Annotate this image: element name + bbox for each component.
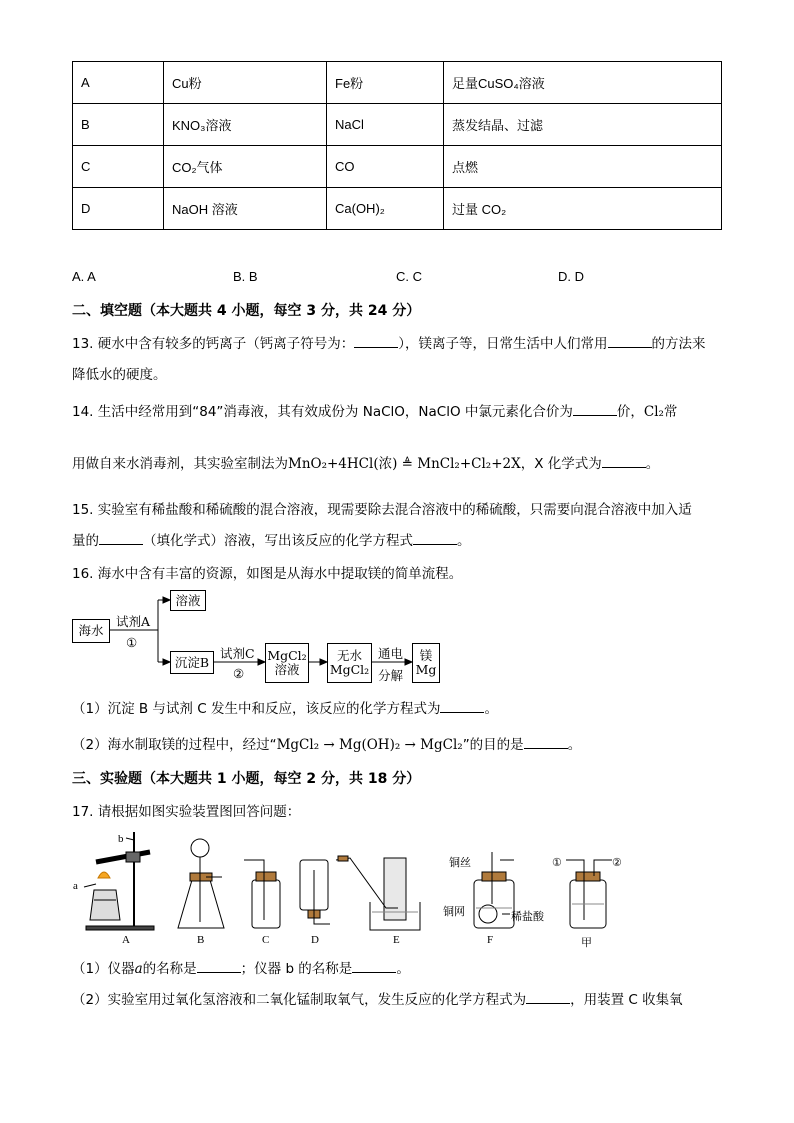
mgcl2-label: MgCl₂ (329, 662, 370, 677)
apparatus-label-d: D (311, 934, 319, 946)
question-17: 17. 请根据如图实验装置图回答问题： (72, 804, 301, 820)
answer-blank[interactable] (526, 991, 570, 1004)
table-cell: KNO₃溶液 (164, 104, 327, 146)
gas-bottle (252, 880, 280, 928)
glass-tube (244, 860, 264, 920)
question-13-line2: 降低水的硬度。 (72, 367, 167, 383)
anhydrous-label: 无水 (336, 648, 362, 663)
apparatus-a (84, 832, 154, 930)
inlet-tube (566, 860, 584, 920)
stopper (482, 872, 506, 881)
pointer-a (84, 884, 96, 887)
q17-sub1-text-3: ；仪器 b 的名称是 (240, 961, 353, 977)
q14-text-4: 用做自来水消毒剂，其实验室制法为 (72, 456, 288, 472)
collecting-bottle (384, 858, 406, 920)
chlorine-equation: MnO₂+4HCl(浓) ≜ MnCl₂+Cl₂+2X (288, 456, 521, 472)
question-15: 15. 实验室有稀盐酸和稀硫酸的混合溶液，现需要除去混合溶液中的稀硫酸，只需要向混合溶液中加入适 (72, 502, 692, 518)
apparatus-label-e: E (393, 934, 400, 946)
q14-text-2: 价， (616, 404, 644, 420)
q16-sub2-end: 。 (567, 737, 582, 753)
table-cell: Ca(OH)₂ (327, 188, 444, 230)
q17-sub2-text: （2）实验室用过氧化氢溶液和二氧化锰制取氧气，发生反应的化学方程式为 (72, 992, 527, 1008)
apparatus-e (336, 856, 420, 930)
instrument-a-symbol: a (134, 961, 143, 977)
table-cell: 点燃 (444, 146, 722, 188)
dilute-hcl-label: 稀盐酸 (511, 911, 544, 923)
precipitate-b-box: 沉淀B (170, 651, 214, 674)
choice-a: A. A (72, 269, 96, 284)
apparatus-label-jia: 甲 (581, 937, 592, 949)
q13-text-2: ），镁离子等，日常生活中人们常用 (398, 336, 608, 352)
magnesium-conversion-equation: MgCl₂ → Mg(OH)₂ → MgCl₂ (276, 737, 463, 753)
solution-box: 溶液 (170, 590, 206, 611)
apparatus-jia (566, 860, 612, 928)
choice-b: B. B (233, 269, 258, 284)
mg-chinese-label: 镁 (419, 648, 433, 663)
question-17-sub2 (72, 988, 683, 1008)
table-cell: A (73, 62, 164, 104)
label-b: b (118, 833, 124, 845)
q14-text-6: 。 (645, 456, 660, 472)
q16-sub2-text-2: ”的目的是 (462, 737, 524, 753)
table-cell: NaCl (327, 104, 444, 146)
q14-text-1: 14. 生活中经常用到“84”消毒液，其有效成份为 NaClO，NaClO 中氯元素化合价为 (72, 404, 573, 420)
alcohol-lamp (90, 890, 120, 920)
q16-sub1-text: （1）沉淀 B 与试剂 C 发生中和反应，该反应的化学方程式为 (72, 701, 441, 717)
apparatus-c (244, 860, 280, 928)
apparatus-d (300, 860, 330, 924)
tube-end (338, 856, 348, 861)
electrify-label: 通电 (378, 646, 404, 661)
table-cell: D (73, 188, 164, 230)
solution-label: 溶液 (274, 662, 300, 677)
apparatus-label-c: C (262, 934, 270, 946)
table-cell: Fe粉 (327, 62, 444, 104)
reagent-c-label: 试剂C (220, 646, 255, 661)
table-cell: 蒸发结晶、过滤 (444, 104, 722, 146)
stopper (576, 872, 600, 881)
apparatus-label-f: F (487, 934, 494, 946)
answer-blank[interactable] (197, 960, 241, 973)
copper-mesh-label: 铜网 (443, 906, 465, 918)
table-cell: CO₂气体 (164, 146, 327, 188)
decompose-label: 分解 (378, 668, 404, 683)
table-cell: 过量 CO₂ (444, 188, 722, 230)
q17-sub2-text-2: ，用装置 C 收集氧 (570, 992, 683, 1008)
seawater-box: 海水 (72, 619, 110, 643)
test-tube (96, 852, 150, 862)
q13-text-3: 的方法来 (651, 336, 706, 352)
table-cell: CO (327, 146, 444, 188)
section-3-title: 三、实验题（本大题共 1 小题，每空 2 分，共 18 分） (72, 771, 421, 787)
pointer-b (126, 838, 134, 840)
q14-text-5: ，X 化学式为 (520, 456, 602, 472)
port-1-label: ① (552, 857, 562, 869)
table-cell: 足量CuSO₄溶液 (444, 62, 722, 104)
apparatus-label-a: A (122, 934, 130, 946)
label-a: a (73, 880, 78, 892)
cl2-formula: Cl₂ (643, 404, 664, 420)
q15-text-3: 。 (457, 533, 471, 549)
q17-sub1-text-2: 的名称是 (142, 961, 197, 977)
choice-d: D. D (558, 269, 584, 284)
table-cell: NaOH 溶液 (164, 188, 327, 230)
funnel-bulb (191, 839, 209, 857)
question-17-sub1 (72, 957, 410, 977)
port-2-label: ② (612, 857, 622, 869)
question-16: 16. 海水中含有丰富的资源，如图是从海水中提取镁的简单流程。 (72, 566, 463, 582)
mg-symbol-label: Mg (415, 662, 437, 677)
answer-blank[interactable] (352, 960, 396, 973)
q15-text-2: （填化学式）溶液，写出该反应的化学方程式 (143, 533, 413, 549)
stopper (256, 872, 276, 881)
q17-sub1-text: （1）仪器 (72, 961, 135, 977)
conical-flask (178, 880, 224, 928)
table-cell: B (73, 104, 164, 146)
copper-wire-label: 铜丝 (449, 857, 471, 869)
step-2-label: ② (233, 666, 245, 681)
apparatus-b (178, 839, 224, 928)
apparatus-label-b: B (197, 934, 205, 946)
reagent-a-label: 试剂A (116, 614, 151, 629)
flame (98, 872, 110, 878)
step-1-label: ① (126, 635, 138, 650)
stand-base (86, 926, 154, 930)
apparatus-f (474, 852, 514, 928)
table-cell: C (73, 146, 164, 188)
q16-sub2-text: （2）海水制取镁的过程中，经过“ (72, 737, 277, 753)
section-2-title: 二、填空题（本大题共 4 小题，每空 3 分，共 24 分） (72, 303, 421, 319)
table-cell: Cu粉 (164, 62, 327, 104)
q14-text-3: 常 (663, 404, 678, 420)
q13-text-1: 13. 硬水中含有较多的钙离子（钙离子符号为： (72, 336, 355, 352)
choice-c: C. C (396, 269, 422, 284)
q16-sub1-end: 。 (484, 701, 498, 717)
q15-text-1: 量的 (72, 533, 99, 549)
mgcl2-label: MgCl₂ (267, 648, 307, 663)
clamp (126, 852, 140, 862)
q17-sub1-end: 。 (396, 961, 410, 977)
